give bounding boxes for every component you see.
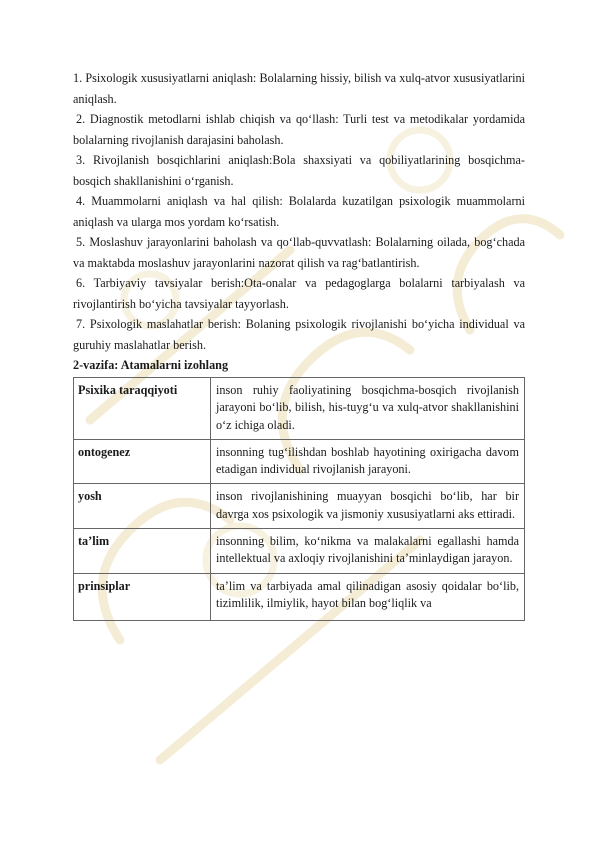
term-cell: prinsiplar <box>74 573 211 620</box>
paragraph-1: 1. Psixologik xususiyatlarni aniqlash: Bolalarning hissiy, bilish va xulq-atvor xususiyatlarini aniqlash. <box>73 71 525 106</box>
table-row <box>74 439 525 484</box>
table-row <box>74 573 525 620</box>
paragraph-6-text: 6. Tarbiyaviy tavsiyalar berish:Ota-onalar va pedagoglarga bolalarni tarbiyalash va rivojlantirish bo‘yicha tavsiyalar tayyorlash. <box>73 276 525 311</box>
section-title: 2-vazifa: Atamalarni izohlang <box>73 358 229 372</box>
definition-cell: inson rivojlanishining muayyan bosqichi bo‘lib, har bir davrga xos psixologik va jismoniy xususiyatlarni aks ettiradi. <box>211 484 525 529</box>
page-content <box>73 68 525 621</box>
terms-table <box>73 377 525 621</box>
definition-cell: insonning bilim, ko‘nikma va malakalarni egallashi hamda intellektual va axloqiy rivojlanishini ta’minlaydigan jarayon. <box>211 529 525 574</box>
paragraph-3 <box>73 150 525 191</box>
definition-cell: ta’lim va tarbiyada amal qilinadigan asosiy qoidalar bo‘lib, tizimlilik, ilmiylik, hayot bilan bog‘liqlik va <box>211 573 525 620</box>
paragraph-6 <box>73 273 525 314</box>
paragraph-2 <box>73 109 525 150</box>
paragraph-5-text: 5. Moslashuv jarayonlarini baholash va qo‘llab-quvvatlash: Bolalarning oilada, bog‘chada va maktabda moslashuv jarayonlarini nazorat qilish va rag‘batlantirish. <box>73 235 525 270</box>
table-row <box>74 378 525 440</box>
table-row <box>74 529 525 574</box>
term-cell: ta’lim <box>74 529 211 574</box>
paragraph-5 <box>73 232 525 273</box>
definition-cell: inson ruhiy faoliyatining bosqichma-bosqich rivojlanish jarayoni bo‘lib, bilish, his-tuyg‘u va xulq-atvor shakllanishini o‘z ichiga oladi. <box>211 378 525 440</box>
paragraph-4 <box>73 191 525 232</box>
paragraph-7-text: 7. Psixologik maslahatlar berish: Bolaning psixologik rivojlanishi bo‘yicha individual va guruhiy maslahatlar berish. <box>73 317 525 352</box>
term-cell: yosh <box>74 484 211 529</box>
paragraph-3-text: 3. Rivojlanish bosqichlarini aniqlash:Bola shaxsiyati va qobiliyatlarining bosqichma-bosqich shakllanishini o‘rganish. <box>73 153 525 188</box>
paragraph-7 <box>73 314 525 355</box>
term-cell: Psixika taraqqiyoti <box>74 378 211 440</box>
table-row <box>74 484 525 529</box>
term-cell: ontogenez <box>74 439 211 484</box>
definition-cell: insonning tug‘ilishdan boshlab hayotining oxirigacha davom etadigan individual rivojlanish jarayoni. <box>211 439 525 484</box>
paragraph-4-text: 4. Muammolarni aniqlash va hal qilish: Bolalarda kuzatilgan psixologik muammolarni aniqlash va ularga mos yordam ko‘rsatish. <box>73 194 525 229</box>
paragraph-2-text: 2. Diagnostik metodlarni ishlab chiqish va qo‘llash: Turli test va metodikalar yordamida bolalarning rivojlanish darajasini baholash. <box>73 112 525 147</box>
